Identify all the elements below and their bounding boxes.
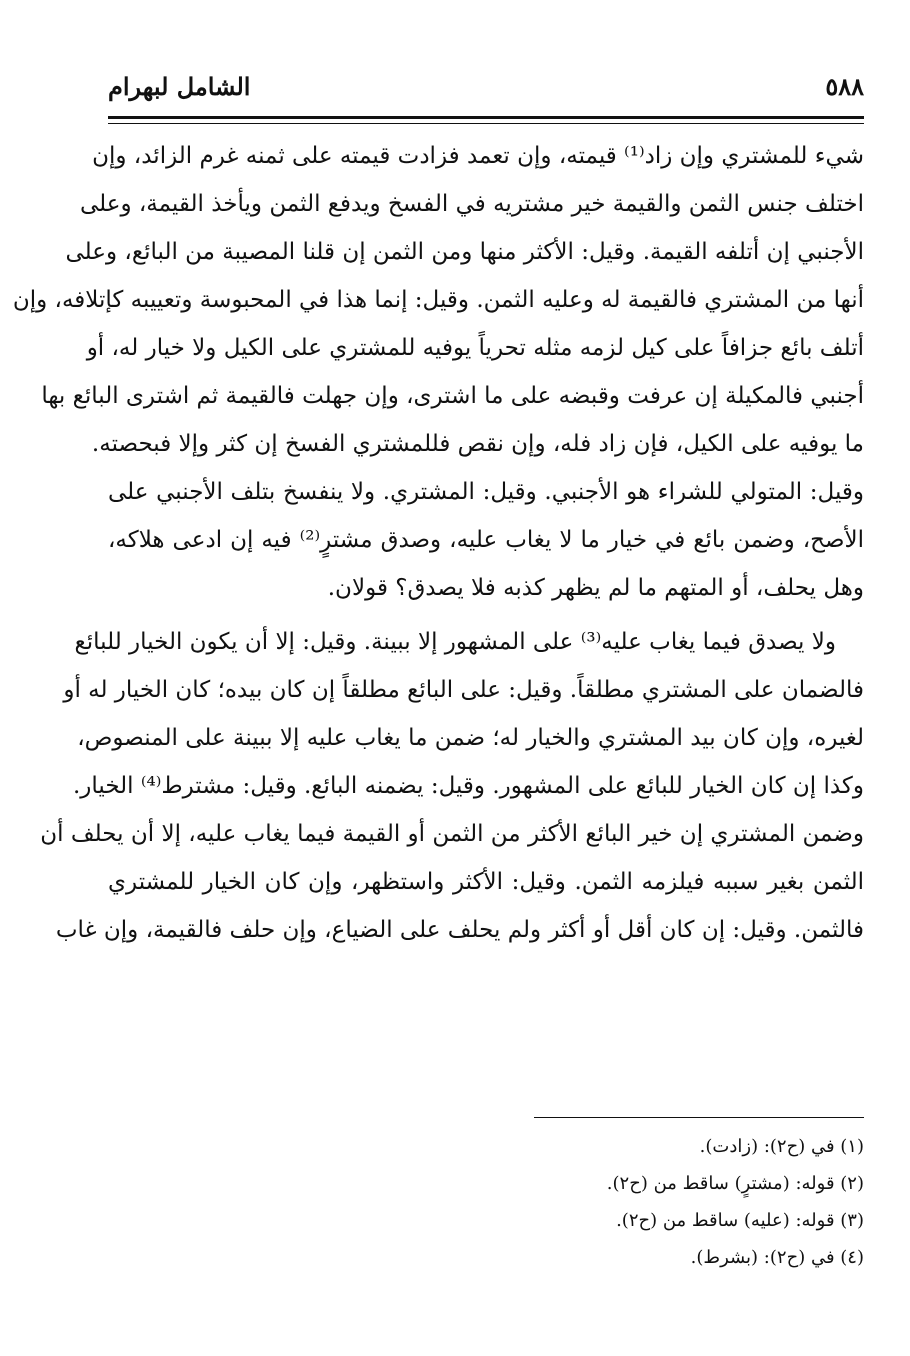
text-line: أنها من المشتري فالقيمة له وعليه الثمن. وقيل: إنما هذا في المحبوسة وتعييبه كإتلافه، وإن [12,287,864,313]
page-header [108,70,864,114]
text-line: وضمن المشتري إن خير البائع الأكثر من الثمن أو القيمة فيما يغاب عليه، إلا أن يحلف أن [40,821,864,847]
text-line: وهل يحلف، أو المتهم ما لم يظهر كذبه فلا يصدق؟ قولان. [327,575,864,601]
page-number: ٥٨٨ [825,72,864,101]
text-line: وقيل: المتولي للشراء هو الأجنبي. وقيل: المشتري. ولا ينفسخ بتلف الأجنبي على [108,479,864,505]
text-line: ما يوفيه على الكيل، فإن زاد فله، وإن نقص فللمشتري الفسخ إن كثر وإلا فبحصته. [91,431,864,457]
text-line: شيء للمشتري وإن زاد⁽¹⁾ قيمته، وإن تعمد فزادت قيمته على ثمنه غرم الزائد، وإن [92,143,864,169]
text-line: ولا يصدق فيما يغاب عليه⁽³⁾ على المشهور إلا ببينة. وقيل: إلا أن يكون الخيار للبائع [74,629,836,655]
text-line: لغيره، وإن كان بيد المشتري والخيار له؛ ضمن ما يغاب عليه إلا ببينة على المنصوص، [77,725,864,751]
header-rule-thin [108,123,864,124]
text-line: اختلف جنس الثمن والقيمة خير مشتريه في الفسخ ويدفع الثمن ويأخذ القيمة، وعلى [79,191,864,217]
text-line: الثمن بغير سببه فيلزمه الثمن. وقيل: الأكثر واستظهر، وإن كان الخيار للمشتري [108,869,864,895]
text-line: أتلف بائع جزافاً على كيل لزمه مثله تحرياً يوفيه للمشتري على الكيل ولا خيار له، أو [86,335,864,361]
footnote-item: (٣) قوله: (عليه) ساقط من (ح٢). [616,1210,864,1231]
text-line: الأجنبي إن أتلفه القيمة. وقيل: الأكثر منها ومن الثمن إن قلنا المصيبة من البائع، وعلى [65,239,864,265]
main-text [12,132,864,954]
text-line: فالضمان على المشتري مطلقاً. وقيل: على البائع مطلقاً إن كان بيده؛ كان الخيار له أو [63,677,864,703]
text-line: فالثمن. وقيل: إن كان أقل أو أكثر ولم يحلف على الضياع، وإن حلف فالقيمة، وإن غاب [55,917,864,943]
text-line: أجنبي فالمكيلة إن عرفت وقبضه على ما اشترى، وإن جهلت فالقيمة ثم اشترى البائع بها [41,383,864,409]
footnote-item: (١) في (ح٢): (زادت). [699,1136,864,1157]
footnote-item: (٢) قوله: (مشترٍ) ساقط من (ح٢). [606,1173,864,1194]
text-line: وكذا إن كان الخيار للبائع على المشهور. وقيل: يضمنه البائع. وقيل: مشترط⁽⁴⁾ الخيار. [72,773,864,799]
text-line: الأصح، وضمن بائع في خيار ما لا يغاب عليه، وصدق مشترٍ⁽²⁾ فيه إن ادعى هلاكه، [108,527,864,553]
header-rule-thick [108,116,864,119]
footnotes [108,1128,864,1276]
footnote-separator [534,1117,864,1118]
running-title: الشامل لبهرام [108,72,251,101]
footnote-item: (٤) في (ح٢): (بشرط). [690,1247,864,1268]
